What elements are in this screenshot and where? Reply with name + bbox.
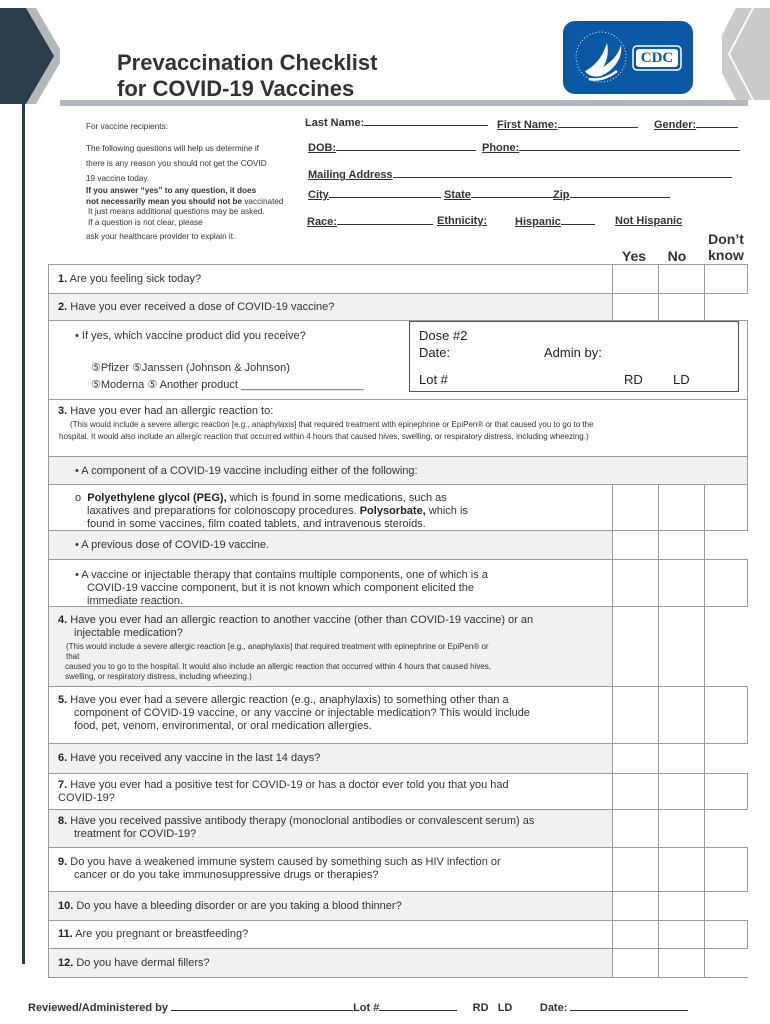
q11-no-cell[interactable] — [658, 921, 704, 948]
q2-no-cell[interactable] — [658, 294, 704, 320]
cdc-logo — [563, 21, 693, 94]
question-row-2a: • If yes, which vaccine product did you receive? ⑤Pfizer ⑤Janssen (Johnson & Johnson) ⑤Moderna ⑤ Another product ____________________ — [48, 321, 748, 400]
chevron-decoration-left — [0, 8, 60, 158]
q3c-yes-cell[interactable] — [612, 531, 658, 559]
q2-dont-know-cell[interactable] — [704, 294, 749, 320]
q3d-dont-know-cell[interactable] — [704, 560, 749, 606]
q12-yes-cell[interactable] — [612, 949, 658, 977]
first-name-field[interactable]: First Name: — [497, 118, 638, 131]
question-row-7: 7. Have you ever had a positive test for COVID-19 or has a doctor ever told you that you had COVID-19? — [48, 774, 748, 810]
question-row-11: 11. Are you pregnant or breastfeeding? — [48, 921, 748, 949]
zip-field[interactable]: Zip — [553, 188, 670, 201]
q5-no-cell[interactable] — [658, 687, 704, 743]
gender-field[interactable]: Gender: — [654, 118, 738, 131]
dose-info-box: Dose #2 Date: Admin by: Lot # RD LD — [409, 321, 739, 392]
q5-yes-cell[interactable] — [612, 687, 658, 743]
q10-yes-cell[interactable] — [612, 892, 658, 920]
question-row-3b: o Polyethylene glycol (PEG), which is found in some medications, such as laxatives and preparations for colonoscopy procedures. Polysorbate, which is found in some vaccines, film coated tablets, and intravenous steroids. — [48, 485, 748, 531]
question-row-6: 6. Have you received any vaccine in the last 14 days? — [48, 744, 748, 774]
q7-no-cell[interactable] — [658, 774, 704, 809]
intro-recipients: For vaccine recipients: — [86, 122, 168, 131]
column-no: No — [667, 248, 687, 264]
q7-yes-cell[interactable] — [612, 774, 658, 809]
city-field[interactable]: City — [308, 188, 441, 201]
question-row-4: 4. Have you ever had an allergic reaction to another vaccine (other than COVID-19 vaccine) or an injectable medication? (This would include a severe allergic reaction [e.g., anaphylaxis] that required treatment with epinephrine or EpiPen® or that caused you to go to the hospital. It would also include an allergic reaction that occurred within 4 hours that caused hives, swelling, or respiratory distress, including wheezing.) — [48, 607, 748, 687]
question-row-9: 9. Do you have a weakened immune system caused by something such as HIV infection or cancer or do you take immunosuppressive drugs or therapies? — [48, 848, 748, 892]
q9-dont-know-cell[interactable] — [704, 848, 749, 891]
question-row-1: 1. Are you feeling sick today? — [48, 264, 748, 294]
q2-option-line-1[interactable]: ⑤Pfizer ⑤Janssen (Johnson & Johnson) — [91, 362, 290, 374]
q3d-no-cell[interactable] — [658, 560, 704, 606]
q6-no-cell[interactable] — [658, 744, 704, 773]
question-row-3: 3. Have you ever had an allergic reaction to: (This would include a severe allergic reaction [e.g., anaphylaxis] that required treatment with epinephrine or EpiPen® or that caused you to go to the hospital. It would also include an allergic reaction that occurred within 4 hours that caused hives, swelling, or respiratory distress, including wheezing.) — [48, 400, 748, 457]
question-row-3d: • A vaccine or injectable therapy that contains multiple components, one of which is a COVID-19 vaccine component, but it is not known which component elicited the immediate reaction. — [48, 560, 748, 607]
q3b-no-cell[interactable] — [658, 485, 704, 530]
cdc-logo-text: CDC — [640, 50, 674, 66]
q11-dont-know-cell[interactable] — [704, 921, 749, 948]
page-title: Prevaccination Checklist for COVID-19 Vaccines — [117, 50, 378, 101]
footer-signature-line: Reviewed/Administered by Lot # RD LD Date: — [28, 1001, 688, 1014]
footer-lot-field[interactable] — [379, 1001, 457, 1011]
question-row-5: 5. Have you ever had a severe allergic reaction (e.g., anaphylaxis) to something other than a component of COVID-19 vaccine, or any vaccine or injectable medication? This would include food, pet, venom, environmental, or oral medication allergies. — [48, 687, 748, 744]
left-rule — [22, 130, 25, 964]
q9-yes-cell[interactable] — [612, 848, 658, 891]
footer-date-field[interactable] — [570, 1001, 688, 1011]
q7-dont-know-cell[interactable] — [704, 774, 749, 809]
column-dont-know: Don’t know — [708, 231, 744, 263]
q5-dont-know-cell[interactable] — [704, 687, 749, 743]
question-row-12: 12. Do you have dermal fillers? — [48, 949, 748, 978]
phone-field[interactable]: Phone: — [482, 141, 740, 154]
q3c-dont-know-cell[interactable] — [704, 531, 749, 559]
intro-paragraph-1: The following questions will help us determine if there is any reason you should not get the COVID 19 vaccine today. — [86, 144, 267, 183]
chevron-decoration-right — [722, 8, 770, 100]
q11-yes-cell[interactable] — [612, 921, 658, 948]
last-name-field[interactable]: Last Name: — [305, 116, 488, 129]
question-row-3a: • A component of a COVID-19 vaccine including either of the following: — [48, 457, 748, 485]
dob-field[interactable]: DOB: — [308, 141, 476, 154]
ethnicity-label: Ethnicity: — [437, 215, 488, 227]
column-yes: Yes — [621, 248, 647, 264]
q3b-dont-know-cell[interactable] — [704, 485, 749, 530]
q4-no-cell[interactable] — [658, 607, 704, 686]
q4-yes-cell[interactable] — [612, 607, 658, 686]
q3d-yes-cell[interactable] — [612, 560, 658, 606]
q1-no-cell[interactable] — [658, 265, 704, 293]
state-field[interactable]: State — [444, 188, 555, 201]
reviewed-by-field[interactable] — [171, 1001, 353, 1011]
q4-dont-know-cell[interactable] — [704, 607, 749, 686]
q1-yes-cell[interactable] — [612, 265, 658, 293]
q1-dont-know-cell[interactable] — [704, 265, 749, 293]
race-field[interactable]: Race: — [307, 215, 433, 228]
q10-no-cell[interactable] — [658, 892, 704, 920]
q12-dont-know-cell[interactable] — [704, 949, 749, 977]
mailing-address-field[interactable]: Mailing Address — [308, 168, 732, 181]
q3c-no-cell[interactable] — [658, 531, 704, 559]
q8-no-cell[interactable] — [658, 810, 704, 847]
q9-no-cell[interactable] — [658, 848, 704, 891]
question-row-2: 2. Have you ever received a dose of COVID-19 vaccine? — [48, 294, 748, 321]
q8-yes-cell[interactable] — [612, 810, 658, 847]
intro-paragraph-2: If you answer “yes” to any question, it does not necessarily mean you should not be vaccinated It just means additional questions may be asked. If a question is not clear, please ask your healthcare provider to explain it. — [86, 186, 284, 241]
question-row-10: 10. Do you have a bleeding disorder or are you taking a blood thinner? — [48, 892, 748, 921]
ethnicity-option-hispanic[interactable]: Hispanic — [515, 215, 595, 228]
q6-dont-know-cell[interactable] — [704, 744, 749, 773]
q2-option-line-2[interactable]: ⑤Moderna ⑤ Another product ____________________ — [91, 379, 364, 391]
q8-dont-know-cell[interactable] — [704, 810, 749, 847]
q3b-yes-cell[interactable] — [612, 485, 658, 530]
q2-yes-cell[interactable] — [612, 294, 658, 320]
q12-no-cell[interactable] — [658, 949, 704, 977]
q6-yes-cell[interactable] — [612, 744, 658, 773]
question-row-3c: • A previous dose of COVID-19 vaccine. — [48, 531, 748, 560]
question-row-8: 8. Have you received passive antibody therapy (monoclonal antibodies or convalescent serum) as treatment for COVID-19? — [48, 810, 748, 848]
q10-dont-know-cell[interactable] — [704, 892, 749, 920]
ethnicity-option-not-hispanic[interactable]: Not Hispanic — [615, 215, 683, 227]
